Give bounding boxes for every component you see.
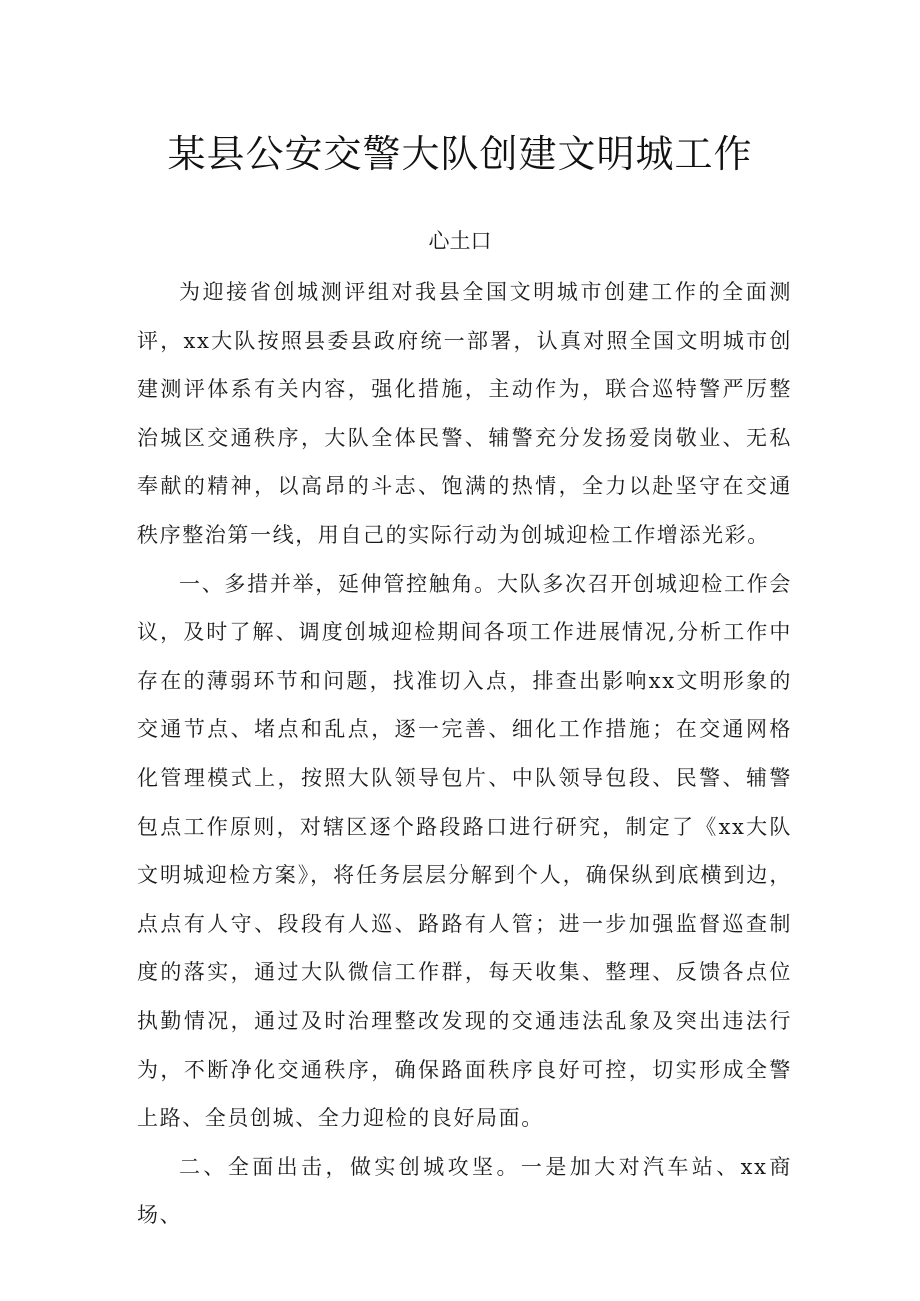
document-body <box>137 268 792 1240</box>
paragraph-section-2: 二、全面出击，做实创城攻坚。一是加大对汽车站、xx商场、 <box>137 1154 792 1228</box>
paragraph-section-1: 一、多措并举，延伸管控触角。大队多次召开创城迎检工作会议，及时了解、调度创城迎检期间各项工作进展情况,分析工作中存在的薄弱环节和问题，找准切入点，排查出影响xx文明形象的交通节点、堵点和乱点，逐一完善、细化工作措施；在交通网格化管理模式上，按照大队领导包片、中队领导包段、民警、辅警包点工作原则，对辖区逐个路段路口进行研究，制定了《xx大队文明城迎检方案》，将任务层层分解到个人，确保纵到底横到边，点点有人守、段段有人巡、路路有人管；进一步加强监督巡查制度的落实，通过大队微信工作群，每天收集、整理、反馈各点位执勤情况，通过及时治理整改发现的交通违法乱象及突出违法行为，不断净化交通秩序，确保路面秩序良好可控，切实形成全警上路、全员创城、全力迎检的良好局面。 <box>137 571 792 1131</box>
paragraph-intro: 为迎接省创城测评组对我县全国文明城市创建工作的全面测评，xx大队按照县委县政府统一部署，认真对照全国文明城市创建测评体系有关内容，强化措施，主动作为，联合巡特警严厉整治城区交通秩序，大队全体民警、辅警充分发扬爱岗敬业、无私奉献的精神，以高昂的斗志、饱满的热情，全力以赴坚守在交通秩序整治第一线，用自己的实际行动为创城迎检工作增添光彩。 <box>137 280 792 547</box>
document-title: 某县公安交警大队创建文明城工作 <box>167 132 753 176</box>
document-author: 心土口 <box>428 229 492 253</box>
